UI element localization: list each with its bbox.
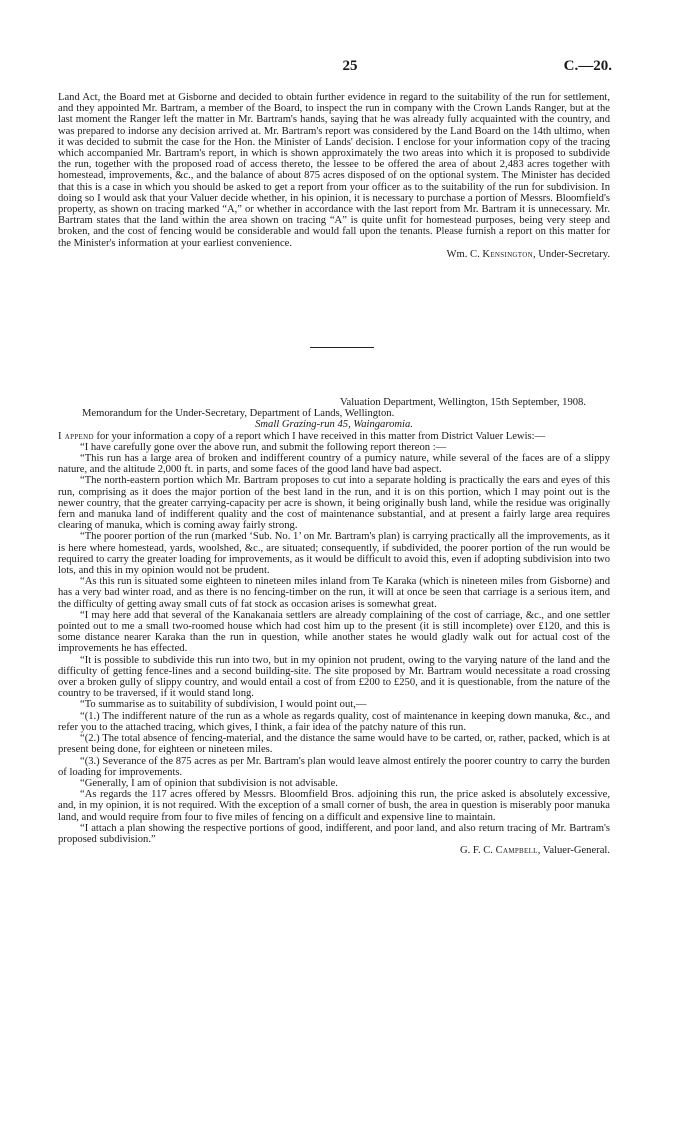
opening-word: I append bbox=[58, 430, 94, 442]
signature-title: , Valuer-General. bbox=[537, 845, 610, 857]
report-paragraph: “This run has a large area of broken and indifferent country of a pumicy nature, while several of the faces are of a slippy nature, and the altitude 2,000 ft. in parts, and some faces of the good land have bad aspect. bbox=[58, 453, 610, 476]
report-paragraph: “The poorer portion of the run (marked ‘Sub. No. 1’ on Mr. Bartram's plan) is carrying practically all the improvements, as it is here where homestead, yards, woolshed, &c., are situated; consequently, if subdivided, the poorer portion of the run would be required to carry the greater loading for improvements, as it would be difficult to avoid this, even if adopting subdivision into two lots, and this in my opinion would not be prudent. bbox=[58, 531, 610, 577]
report-paragraph: “I have carefully gone over the above run, and submit the following report thereon :— bbox=[80, 441, 447, 453]
signature-prefix: Wm. C. bbox=[446, 248, 483, 260]
section-divider bbox=[310, 347, 374, 348]
dateline: Valuation Department, Wellington, 15th September, 1908. bbox=[340, 397, 586, 408]
report-paragraph: “(3.) Severance of the 875 acres as per Mr. Bartram's plan would leave almost entirely the poorer country to carry the burden of loading for improvements. bbox=[58, 755, 610, 778]
opening-paragraph bbox=[58, 431, 610, 442]
report-paragraph: “(2.) The total absence of fencing-material, and the distance the same would have to be carted, or, rather, packed, which is at present being done, for eighteen or nineteen miles. bbox=[58, 733, 610, 756]
letter-body-paragraph: Land Act, the Board met at Gisborne and decided to obtain further evidence in regard to the suitability of the run for settlement, and they appointed Mr. Bartram, a member of the Board, to inspect the run in company with the Crown Lands Ranger, but at the last moment the Ranger left the matter in Mr. Bartram's hands, saying that he was already fully acquainted with the country, and was prepared to indorse any decision arrived at. Mr. Bartram's report was considered by the Land Board on the 14th ultimo, when it was decided to submit the case for the Hon. the Minister of Lands' decision. I enclose for your information copy of the tracing which accompanied Mr. Bartram's report, in which is shown approximately the two areas into which it is proposed to subdivide the run, together with the proposed road of access thereto, the lessee to be offered the area of about 2,483 acres together with homestead, improvements, &c., and the balance of about 875 acres disposed of on the optional system. The Minister has decided that this is a case in which you should be asked to get a report from your officer as to the suitability of the run for subdivision. In doing so I would ask that your Valuer decide whether, in his opinion, it is necessary to purchase a portion of Messrs. Bloomfield's property, as shown on tracing marked “A,” or whether in accordance with the last report from Mr. Bartram it is unnecessary. Mr. Bartram states that the land within the area shown on tracing “A” is quite unfit for homestead purposes, being very steep and broken, and the cost of fencing would be considerable and would fall upon the tenants. Please furnish a report on this matter for the Minister's information at your earliest convenience. bbox=[58, 92, 610, 249]
document-reference: C.—20. bbox=[563, 58, 612, 74]
signature-valuer-general bbox=[58, 845, 610, 856]
report-paragraph: “Generally, I am of opinion that subdivision is not advisable. bbox=[80, 777, 338, 789]
signature-name: Campbell bbox=[495, 845, 538, 857]
signature-prefix: G. F. C. bbox=[459, 845, 496, 857]
report-paragraph: “I may here add that several of the Kanakanaia settlers are already complaining of the cost of carriage, &c., and one settler pointed out to me a small two-roomed house which had cost him up to the present (it is still incomplete) over £120, and this is some distance nearer Karaka than the run in question, while another states he would gladly walk out for actual cost of the improvements he has effected. bbox=[58, 609, 610, 655]
report-paragraph: “As regards the 117 acres offered by Messrs. Bloomfield Bros. adjoining this run, the price asked is absolutely excessive, and, in my opinion, it is not required. With the exception of a small corner of bush, the area in question is miserably poor manuka land, and would require from four to five miles of fencing on a difficult and expensive line to maintain. bbox=[58, 789, 610, 823]
signature-under-secretary bbox=[58, 249, 610, 260]
opening-text: for your information a copy of a report which I have received in this matter from District Valuer Lewis:— bbox=[93, 430, 546, 442]
signature-title: , Under-Secretary. bbox=[532, 248, 610, 260]
report-paragraph: “It is possible to subdivide this run into two, but in my opinion not prudent, owing to the varying nature of the land and the difficulty of getting fence-lines and a second building-site. The site proposed by Mr. Bartram would necessitate a road crossing over a broken gully of slippy country, and would entail a cost of from £200 to £250, and it is questionable, from the nature of the country to be traversed, if it would stand long. bbox=[58, 654, 610, 700]
page-number: 25 bbox=[342, 58, 358, 74]
report-paragraph: “As this run is situated some eighteen to nineteen miles inland from Te Karaka (which is nineteen miles from Gisborne) and has a very bad winter road, and as there is no fencing-timber on the run, it will at once be seen that carriage is a serious item, and the difficulty of getting away small cuts of fat stock as occasion arises is somewhat great. bbox=[58, 576, 610, 610]
memorandum-heading: Memorandum for the Under-Secretary, Department of Lands, Wellington. bbox=[82, 408, 395, 420]
report-paragraph: “To summarise as to suitability of subdivision, I would point out,— bbox=[80, 699, 367, 711]
memorandum-valuation-department bbox=[58, 397, 610, 856]
signature-name: Kensington bbox=[482, 248, 533, 260]
subject-line: Small Grazing-run 45, Waingaromia. bbox=[255, 419, 413, 431]
report-paragraph: “The north-eastern portion which Mr. Bartram proposes to cut into a separate holding is practically the ears and eyes of this run, comprising as it does the major portion of the best land in the run, and it is on this portion, which I may point out is the newer country, that the greater carrying-capacity per acre is shown, it being originally bush land, while the residue was originally fern and manuka land of indifferent quality and the cost of maintenance substantial, and at present a fairly large area requires clearing of manuka, which is coming away fairly strong. bbox=[58, 475, 610, 532]
letter-under-secretary bbox=[58, 92, 610, 260]
report-paragraph: “I attach a plan showing the respective portions of good, indifferent, and poor land, and also return tracing of Mr. Bartram's proposed subdivision.” bbox=[58, 822, 610, 845]
report-paragraph: “(1.) The indifferent nature of the run as a whole as regards quality, cost of maintenance in keeping down manuka, &c., and refer you to the attached tracing, which gives, I think, a fair idea of the patchy nature of this run. bbox=[58, 710, 610, 733]
